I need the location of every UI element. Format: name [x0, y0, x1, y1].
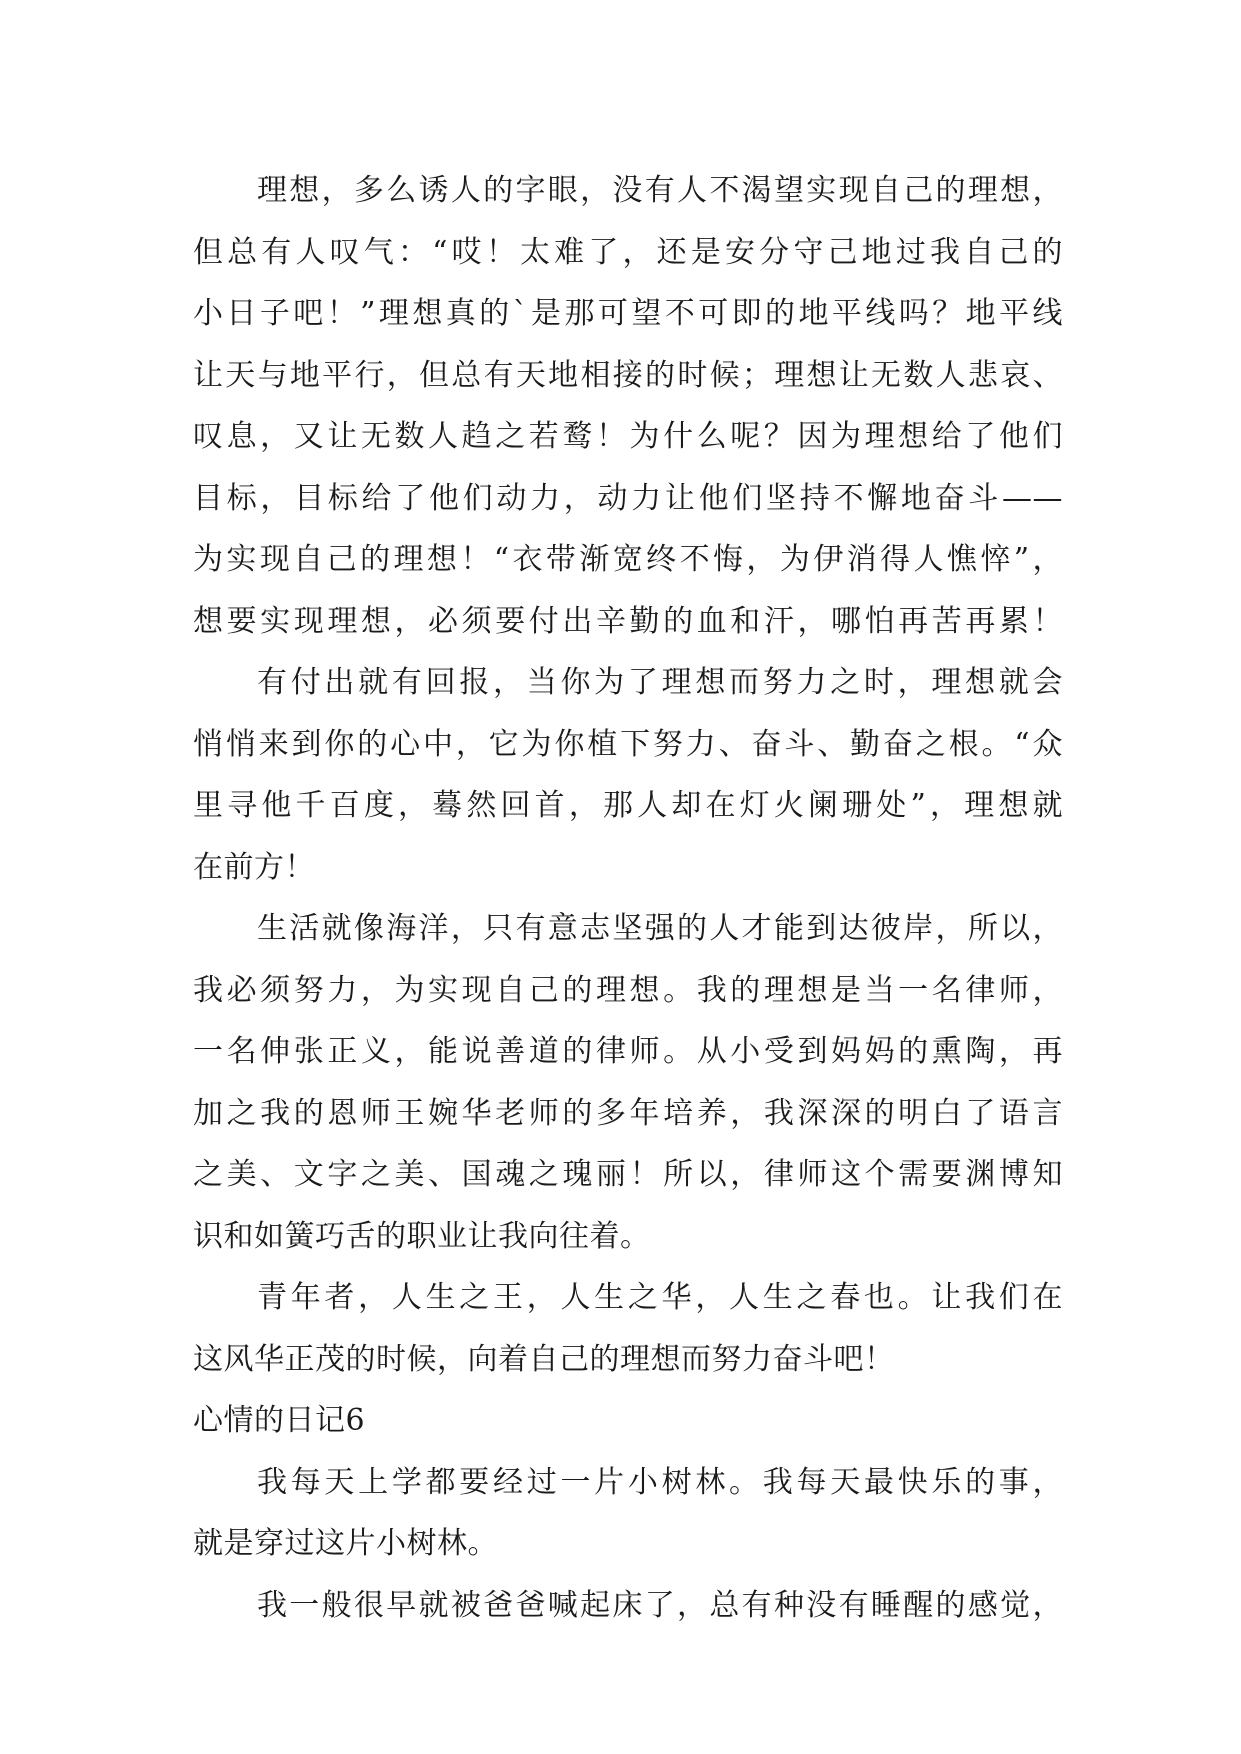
text-line: 为实现自己的理想！“衣带渐宽终不悔，为伊消得人憔悴”， [193, 542, 1063, 577]
text-line: 这风华正茂的时候，向着自己的理想而努力奋斗吧！ [193, 1341, 895, 1377]
text-line: 一名伸张正义，能说善道的律师。从小受到妈妈的熏陶，再 [193, 1034, 1063, 1069]
text-line: 想要实现理想，必须要付出辛勤的血和汗，哪怕再苦再累！ [193, 603, 1063, 639]
text-line: 里寻他千百度，蓦然回首，那人却在灯火阑珊处”，理想就 [193, 788, 1063, 823]
text-line: 识和如簧巧舌的职业让我向往着。 [193, 1218, 651, 1254]
text-line: 叹息，又让无数人趋之若鹜！为什么呢？因为理想给了他们 [193, 419, 1063, 454]
text-line: 有付出就有回报，当你为了理想而努力之时，理想就会 [257, 665, 1063, 700]
document-page [193, 160, 1063, 1636]
text-line: 小日子吧！”理想真的`是那可望不可即的地平线吗？地平线 [193, 296, 1063, 331]
text-line: 但总有人叹气：“哎！太难了，还是安分守己地过我自己的 [193, 234, 1063, 270]
text-line: 悄悄来到你的心中，它为你植下努力、奋斗、勤奋之根。“众 [193, 726, 1063, 762]
text-line: 在前方！ [193, 849, 315, 885]
section-heading: 心情的日记6 [193, 1403, 366, 1438]
text-line: 目标，目标给了他们动力，动力让他们坚持不懈地奋斗—— [193, 480, 1063, 516]
text-line: 理想，多么诱人的字眼，没有人不渴望实现自己的理想， [257, 173, 1063, 208]
text-line: 就是穿过这片小树林。 [193, 1526, 498, 1561]
text-line: 让天与地平行，但总有天地相接的时候；理想让无数人悲哀、 [193, 357, 1063, 393]
text-line: 我必须努力，为实现自己的理想。我的理想是当一名律师， [193, 972, 1063, 1008]
text-line: 青年者，人生之王，人生之华，人生之春也。让我们在 [257, 1280, 1063, 1315]
text-line: 我一般很早就被爸爸喊起床了，总有种没有睡醒的感觉， [257, 1587, 1063, 1623]
text-line: 生活就像海洋，只有意志坚强的人才能到达彼岸，所以， [257, 911, 1063, 946]
text-body [193, 160, 1063, 1636]
text-line: 我每天上学都要经过一片小树林。我每天最快乐的事， [257, 1464, 1063, 1500]
text-line: 加之我的恩师王婉华老师的多年培养，我深深的明白了语言 [193, 1095, 1063, 1131]
text-line: 之美、文字之美、国魂之瑰丽！所以，律师这个需要渊博知 [193, 1157, 1063, 1192]
